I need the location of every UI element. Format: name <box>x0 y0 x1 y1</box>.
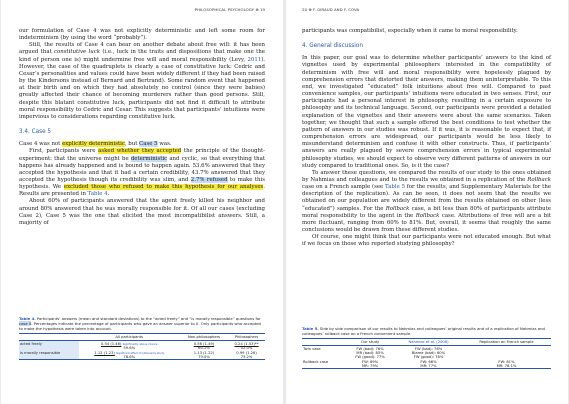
annotation-note: Significant effect of philosophy study <box>115 351 165 355</box>
table-5-link[interactable]: Table 5 <box>385 184 406 191</box>
highlight-refused[interactable]: 2.7% refused <box>190 176 228 183</box>
left-paragraph-1: our formulation of Case 4 was not explicitly deterministic and left some room for indeterminism (by using the word “probably”). <box>19 28 265 42</box>
table-4-header: All participants <box>79 334 180 341</box>
table-5 <box>302 326 551 369</box>
citation-link[interactable]: 2011 <box>247 56 262 63</box>
annotation-note: Significantly above chance <box>122 342 158 346</box>
highlight-excluded[interactable]: excluded those who refused to make this hypothesis for our analyses <box>63 184 264 191</box>
highlight-explicitly-deterministic[interactable]: explicitly deterministic <box>62 141 125 148</box>
table-cell: FW: 66% MR: 77% <box>395 359 462 369</box>
table-4 <box>19 316 265 360</box>
table-cell: 0.54 (1.46) Significantly above chance 59.6% <box>100 341 158 350</box>
highlight-asked-whether[interactable]: asked whether they accepted <box>98 148 182 155</box>
table-cell: 0.99 (1.26) 73.2% <box>228 350 265 360</box>
table-5-header: Our study <box>345 339 395 346</box>
left-paragraph-5: About 60% of participants answered that the agent freely killed his neighbor and around 80% answered that he was morally responsible for it. Of all our cases (excluding Case 2), Case 5 was the one that elicited the most incompatibilist answers. Still, a majority of <box>19 198 265 226</box>
table-cell: FW: 69% MR: 79% <box>345 359 395 369</box>
table-5-header <box>302 339 345 346</box>
row-label: Twin case <box>303 346 321 351</box>
table-cell: 0.24 (1.53)** 52.0% <box>234 341 259 350</box>
running-head-right: 20 ⊕ F. GIRAUD AND F. COVA <box>302 7 360 12</box>
section-heading-case-5: 3.4. Case 5 <box>19 129 52 136</box>
table-4-header <box>19 334 79 341</box>
table-cell: 1.13 (1.22) 79.0% <box>180 350 228 360</box>
table-4-header: Philosophers <box>228 334 265 341</box>
table-row <box>19 341 265 351</box>
right-paragraph-3: To answer these questions, we compared the results of our study to the ones obtained by Nahmias and colleagues and to the results we obtained in a replication of the Rollback case on a French sample (see Table 5 for the results, and Supplementary Materials for the description of the replication). As can be seen, it does not seem that the results we obtained on our population are widely different from the results obtained on other (less “educated”) samples. For the Rollback case, a bit less than 80% of participants attribute moral responsibility to the agent in the Rollback case. Attributions of free will are a bit more fluctuant, ranging from 60% to 81%. But, overall, it seems that roughly the same conclusions would be drawn from these different studies. <box>302 169 551 234</box>
table-4-link[interactable]: Table 4 <box>87 191 108 198</box>
table-row <box>302 359 551 369</box>
right-paragraph-4: Of course, one might think that our participants were not educated enough. But what if we focus on those who reported studying philosophy? <box>302 234 551 248</box>
right-page <box>286 0 568 404</box>
table-4-grid <box>19 333 265 360</box>
running-head-left: PHILOSOPHICAL PSYCHOLOGY ⊕ 19 <box>194 7 265 12</box>
row-label: is morally responsible <box>19 350 79 360</box>
table-5-header: Nahmias et al. (2006) <box>395 339 462 346</box>
table-cell <box>462 346 551 360</box>
table-row <box>19 350 265 360</box>
table-5-caption: Table 5. Side by side comparison of our results to Nahmias and colleagues’ original results and of a replication of Nahmias and colleagues’ rollback case on a French convenient sample. <box>302 326 545 336</box>
left-paragraph-3: Case 4 was not explicitly deterministic, but Case 5 was. <box>19 141 172 148</box>
left-body-text <box>19 28 265 227</box>
table-4-header: Non-philosophers <box>180 334 228 341</box>
table-cell: FW (bad): 76% Blame (bad): 60% FW (good): 76% <box>411 346 446 359</box>
row-label: Rollback case <box>302 359 345 369</box>
highlight-deterministic[interactable]: deterministic <box>130 155 168 162</box>
table-cell: 0.56 (1.49) 60.2% <box>193 341 215 350</box>
table-5-grid <box>302 338 551 369</box>
table-4-caption: Table 4. Participants’ answers (mean and standard deviations) to the “acted freely” and “is morally responsible” questions for case 5. Percentages indicate the percentage of participants who gave an answer superior to 0. Only participants who accepted to make the hypothesis were taken into account. <box>19 316 261 331</box>
table-cell: FW (bad): 76% MR (bad): 85% FW (good): 77% <box>355 346 385 359</box>
table-cell: FW: 81% MR: 78.1% <box>462 359 551 369</box>
left-paragraph-2: Still, the results of Case 4 can bear on another debate about free will: it has been argued that constitutive luck (i.e., luck in the traits and dispositions that make one the kind of person one is) might undermine free will and moral responsibility (Levy, 2011). However, the case of the quadruplets is clearly a case of constitutive luck: Cedric and Cesar’s personalities and values could have been widely different if they had been raised by the Kindersons instead of Bernard and Bertrand). Some random event that happened at their birth and on which they had absolutely no control (since they were babies) greatly affected their chance of becoming murderers rather than good persons. Still, despite this blatant constitutive luck, participants did not find it difficult to attribute moral responsibility to Cedric and Cesar. This suggests that participants’ intuitions were impervious to considerations regarding constitutive luck. <box>19 42 265 120</box>
highlight-case-5[interactable]: Case 5 <box>139 141 158 148</box>
row-label: acted freely <box>19 341 79 351</box>
right-paragraph-1: participants was compatibilist, especially when it came to moral responsibility. <box>302 28 518 34</box>
left-paragraph-4: First, participants were asked whether they accepted the principle of the thought-experiment: that the universe might be deterministic and cyclic, so that everything that happens has already happened and is bound to happen again. 53.6% answered that they accepted the hypothesis and that it had a certain credibility, 43.7% answered that they accepted the hypothesis though its credibility was slim, and 2.7% refused to make this hypothesis. We excluded those who refused to make this hypothesis for our analyses. Results are presented in Table 4. <box>19 148 266 198</box>
highlight-case-5-caption[interactable]: case 5 <box>19 321 32 326</box>
section-heading-general-discussion: 4. General discussion <box>302 43 363 50</box>
right-body-text <box>302 28 551 249</box>
table-5-header: Replication on French sample <box>462 339 551 346</box>
term-constitutive-luck: constitutive luck <box>54 49 100 56</box>
left-page <box>1 0 283 404</box>
table-cell: 1.12 (1.23) Significant effect of philosophy study 78.6% <box>79 350 180 360</box>
table-row <box>302 346 551 360</box>
right-paragraph-2: In this paper, our goal was to determine whether participants’ answers to the kind of vignettes used by experimental philosophers interested in the compatibility of determinism with free will and moral responsibility were hopelessly plagued by comprehension errors that distorted their answers, making them uninterpretable. To this end, we investigated “educated” folk intuitions about free will. Compared to past convenience samples, our participants’ intuitions were educated in two senses. First, our participants had a personal interest in philosophy, resulting in a certain exposure to philosophy and its technical language. Second, our participants were provided a detailed explanation of the vignettes and their answers were about the same scenarios. Taken together, we thought that such a sample offered the best conditions to test whether the pattern of answers in our studies was robust. If it was, it is reasonable to expect that, if comprehension errors are widespread, our participants would be less likely to misunderstand determinism and confuse it with other constructs. Thus, if participants’ answers are really plagued by severe comprehension errors in typical experimental philosophy studies, we should expect to observe very different patterns of answers in our study compared to traditional ones. So, is it the case? <box>302 55 551 169</box>
